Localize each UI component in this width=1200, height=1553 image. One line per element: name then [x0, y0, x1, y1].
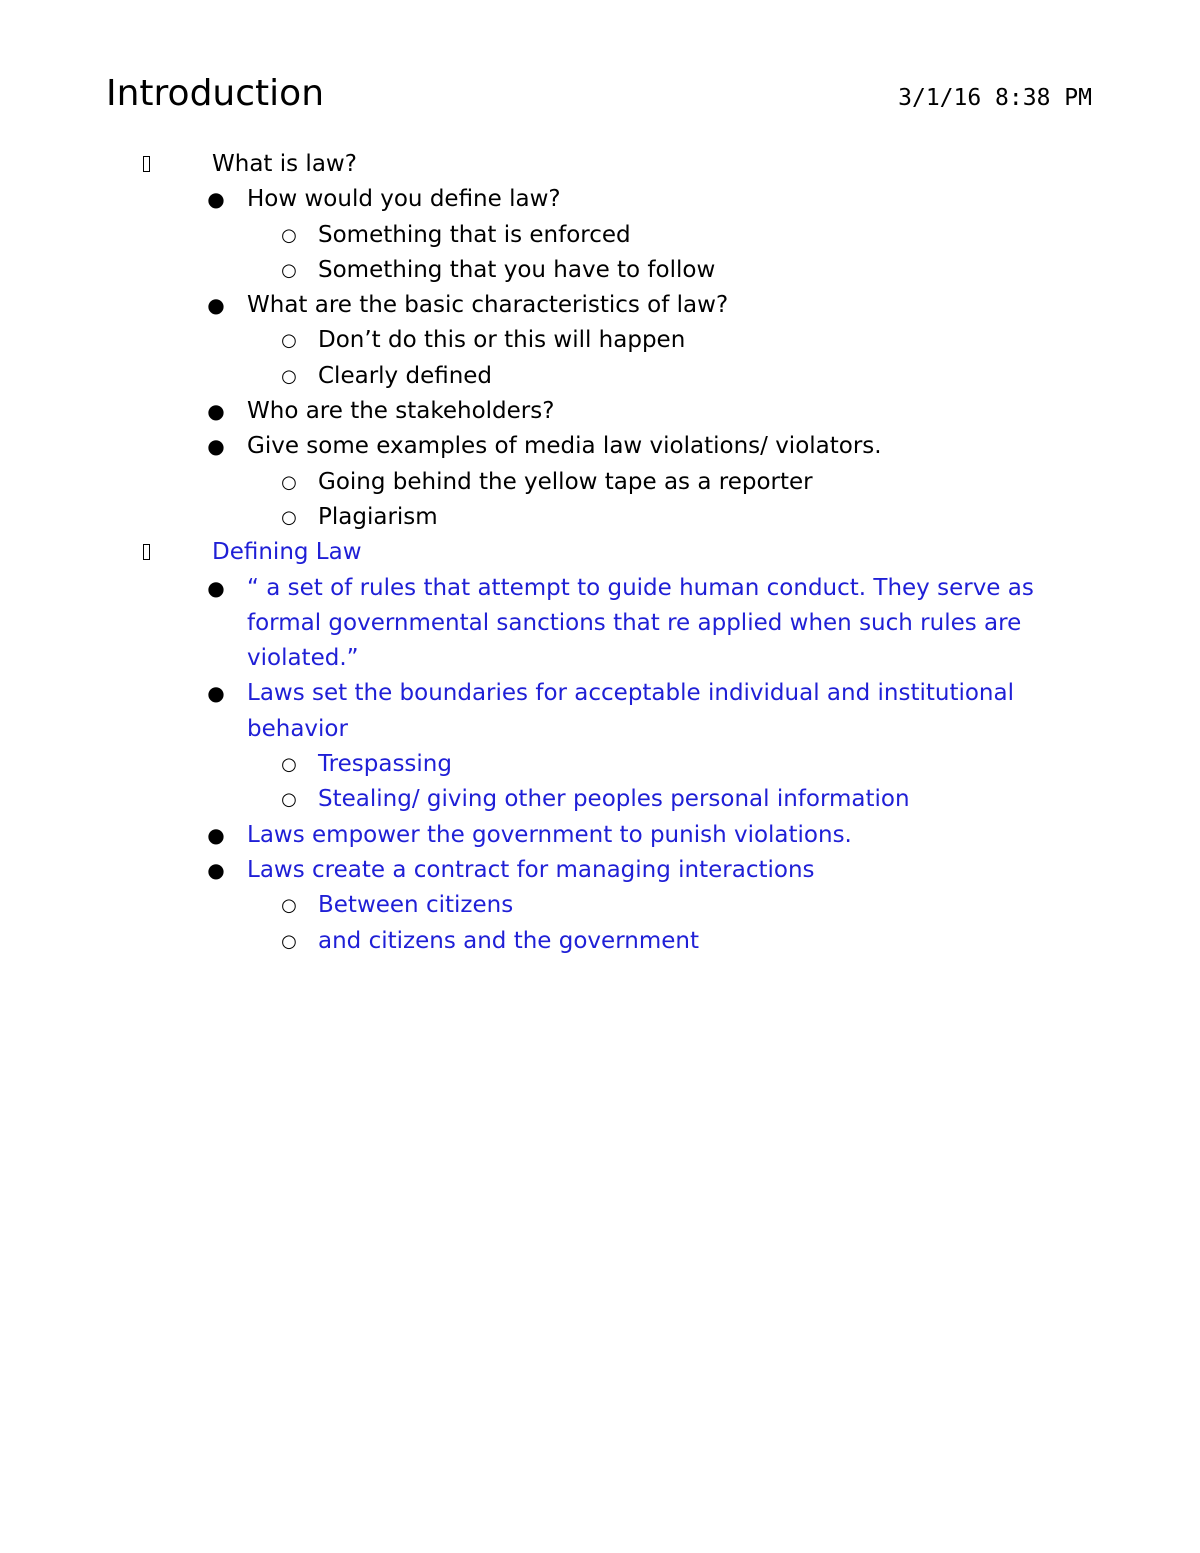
- hollow-circle-icon: ○: [281, 224, 297, 246]
- sub-list-item: [0, 465, 1200, 500]
- hollow-circle-icon: ○: [281, 330, 297, 352]
- sub-list-item-text: Going behind the yellow tape as a reporter: [318, 468, 813, 495]
- list-item-text: “ a set of rules that attempt to guide human conduct. They serve as formal governmental sanctions that re applied when such rules are violated.”: [247, 574, 1034, 672]
- page-title: Introduction: [106, 73, 325, 114]
- section-heading-row: [0, 535, 1200, 570]
- box-icon: [138, 535, 154, 571]
- bullet-icon: ●: [207, 857, 225, 882]
- list-item: [0, 853, 1200, 888]
- timestamp: 3/1/16 8:38 PM: [898, 85, 1092, 111]
- bullet-icon: ●: [207, 293, 225, 318]
- sub-list-item-text: Something that you have to follow: [318, 256, 716, 283]
- list-item: [0, 182, 1200, 217]
- hollow-circle-icon: ○: [281, 930, 297, 952]
- bullet-icon: ●: [207, 399, 225, 424]
- hollow-circle-icon: ○: [281, 506, 297, 528]
- sub-list-item: [0, 359, 1200, 394]
- sub-list-item: [0, 888, 1200, 923]
- hollow-circle-icon: ○: [281, 365, 297, 387]
- sub-list-item: [0, 500, 1200, 535]
- notes-outline: [0, 147, 1200, 959]
- sub-list-item-text: Between citizens: [318, 892, 514, 919]
- hollow-circle-icon: ○: [281, 471, 297, 493]
- box-icon: [138, 147, 154, 183]
- bullet-icon: ●: [207, 434, 225, 459]
- list-item-text: What are the basic characteristics of law?: [247, 292, 729, 319]
- sub-list-item: [0, 323, 1200, 358]
- list-item-text: How would you define law?: [247, 186, 561, 213]
- sub-list-item: [0, 924, 1200, 959]
- list-item-text: Laws empower the government to punish violations.: [247, 821, 852, 848]
- hollow-circle-icon: ○: [281, 789, 297, 811]
- sub-list-item-text: Something that is enforced: [318, 221, 631, 248]
- bullet-icon: ●: [207, 822, 225, 847]
- sub-list-item-text: Stealing/ giving other peoples personal information: [318, 786, 910, 813]
- list-item: [0, 394, 1200, 429]
- sub-list-item: [0, 782, 1200, 817]
- list-item-text: Laws create a contract for managing interactions: [247, 856, 815, 883]
- bullet-icon: ●: [207, 187, 225, 212]
- sub-list-item: [0, 218, 1200, 253]
- hollow-circle-icon: ○: [281, 895, 297, 917]
- list-item: [0, 818, 1200, 853]
- sub-list-item-text: Trespassing: [318, 751, 452, 778]
- sub-list-item-text: and citizens and the government: [318, 927, 699, 954]
- section-heading: What is law?: [212, 151, 357, 177]
- list-item: [0, 288, 1200, 323]
- list-item: [0, 571, 1200, 677]
- bullet-icon: ●: [207, 681, 225, 706]
- list-item-text: Laws set the boundaries for acceptable individual and institutional behavior: [247, 680, 1014, 742]
- sub-list-item-text: Don’t do this or this will happen: [318, 327, 686, 354]
- section-heading: Defining Law: [212, 539, 362, 566]
- bullet-icon: ●: [207, 575, 225, 600]
- sub-list-item: [0, 747, 1200, 782]
- sub-list-item-text: Plagiarism: [318, 503, 438, 530]
- sub-list-item: [0, 253, 1200, 288]
- list-item-text: Who are the stakeholders?: [247, 398, 555, 425]
- section-heading-row: [0, 147, 1200, 182]
- list-item: [0, 676, 1200, 747]
- sub-list-item-text: Clearly defined: [318, 362, 493, 389]
- hollow-circle-icon: ○: [281, 754, 297, 776]
- list-item-text: Give some examples of media law violations/ violators.: [247, 433, 882, 460]
- list-item: [0, 429, 1200, 464]
- hollow-circle-icon: ○: [281, 259, 297, 281]
